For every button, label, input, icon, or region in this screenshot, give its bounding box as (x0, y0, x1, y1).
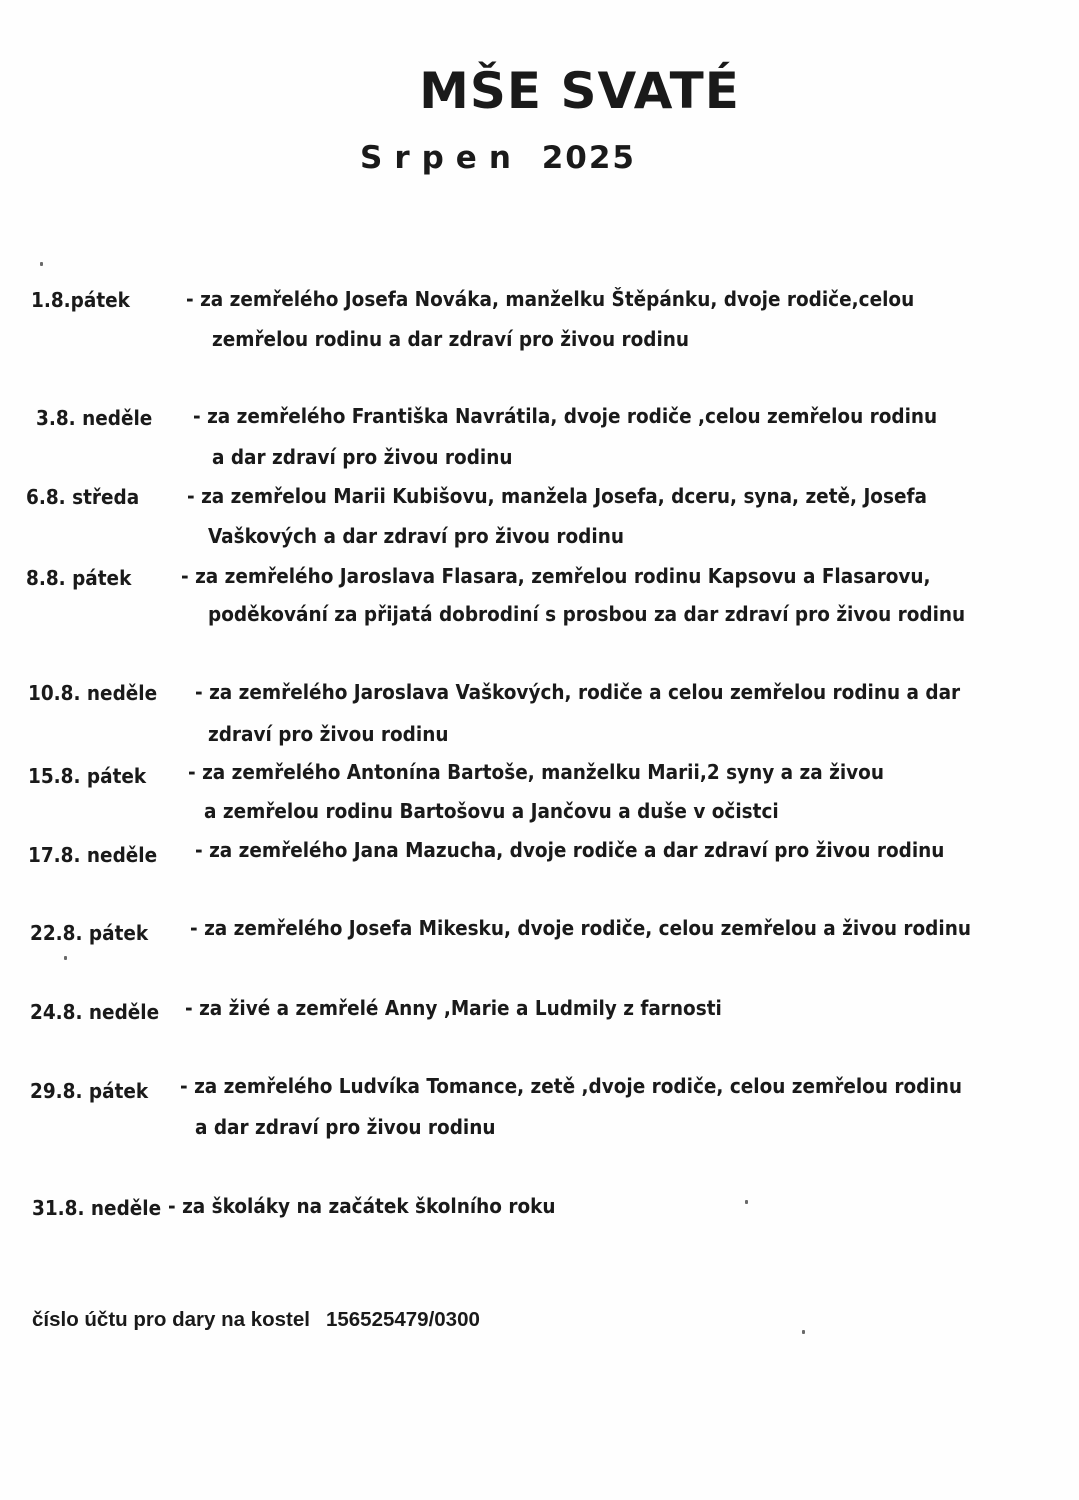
mass-intention-line: - za zemřelého Ludvíka Tomance, zetě ,dvoje rodiče, celou zemřelou rodinu (180, 1074, 962, 1098)
subtitle-year: 2025 (541, 140, 636, 176)
mass-date: 10.8. neděle (28, 681, 158, 705)
mass-intention-line: a dar zdraví pro živou rodinu (195, 1115, 496, 1139)
mass-date: 24.8. neděle (30, 1000, 160, 1024)
scan-speck (40, 262, 43, 266)
mass-intention-line: - za zemřelého Jaroslava Vaškových, rodiče a celou zemřelou rodinu a dar (195, 680, 961, 704)
mass-date: 17.8. neděle (28, 843, 158, 867)
page-title: MŠE SVATÉ (419, 62, 740, 120)
scan-speck (745, 1200, 748, 1204)
mass-date: 3.8. neděle (36, 406, 153, 430)
mass-intention-line: a zemřelou rodinu Bartošovu a Jančovu a duše v očistci (204, 799, 779, 823)
mass-date: 31.8. neděle (32, 1196, 162, 1220)
mass-intention-line: - za zemřelého Františka Navrátila, dvoje rodiče ,celou zemřelou rodinu (193, 404, 938, 428)
mass-intention-line: - za školáky na začátek školního roku (168, 1194, 556, 1218)
account-label: číslo účtu pro dary na kostel (32, 1308, 310, 1331)
mass-intention-line: a dar zdraví pro živou rodinu (212, 445, 513, 469)
mass-date: 8.8. pátek (26, 566, 132, 590)
account-number: 156525479/0300 (325, 1308, 480, 1331)
mass-intention-line: - za živé a zemřelé Anny ,Marie a Ludmily z farnosti (185, 996, 722, 1020)
mass-intention-line: - za zemřelého Jana Mazucha, dvoje rodiče a dar zdraví pro živou rodinu (195, 838, 945, 862)
scan-speck (802, 1330, 805, 1334)
mass-date: 22.8. pátek (30, 921, 149, 945)
mass-intention-line: - za zemřelého Antonína Bartoše, manželku Marii,2 syny a za živou (188, 760, 884, 784)
mass-intention-line: - za zemřelého Josefa Nováka, manželku Štěpánku, dvoje rodiče,celou (186, 287, 915, 311)
mass-intention-line: zemřelou rodinu a dar zdraví pro živou rodinu (212, 327, 690, 351)
mass-intention-line: Vaškových a dar zdraví pro živou rodinu (208, 524, 624, 548)
mass-intention-line: zdraví pro živou rodinu (208, 722, 449, 746)
mass-date: 29.8. pátek (30, 1079, 149, 1103)
mass-date: 15.8. pátek (28, 764, 147, 788)
mass-intention-line: - za zemřelého Josefa Mikesku, dvoje rodiče, celou zemřelou a živou rodinu (190, 916, 971, 940)
mass-intention-line: - za zemřelou Marii Kubišovu, manžela Josefa, dceru, syna, zetě, Josefa (187, 484, 927, 508)
bank-account-note (32, 1308, 480, 1332)
scan-speck (64, 956, 67, 960)
mass-intention-line: poděkování za přijatá dobrodiní s prosbou za dar zdraví pro živou rodinu (208, 602, 966, 626)
mass-date: 1.8.pátek (31, 288, 130, 312)
page-subtitle (360, 140, 636, 176)
mass-intention-line: - za zemřelého Jaroslava Flasara, zemřelou rodinu Kapsovu a Flasarovu, (181, 564, 931, 588)
subtitle-month: Srpen (360, 140, 523, 176)
mass-date: 6.8. středa (26, 485, 140, 509)
